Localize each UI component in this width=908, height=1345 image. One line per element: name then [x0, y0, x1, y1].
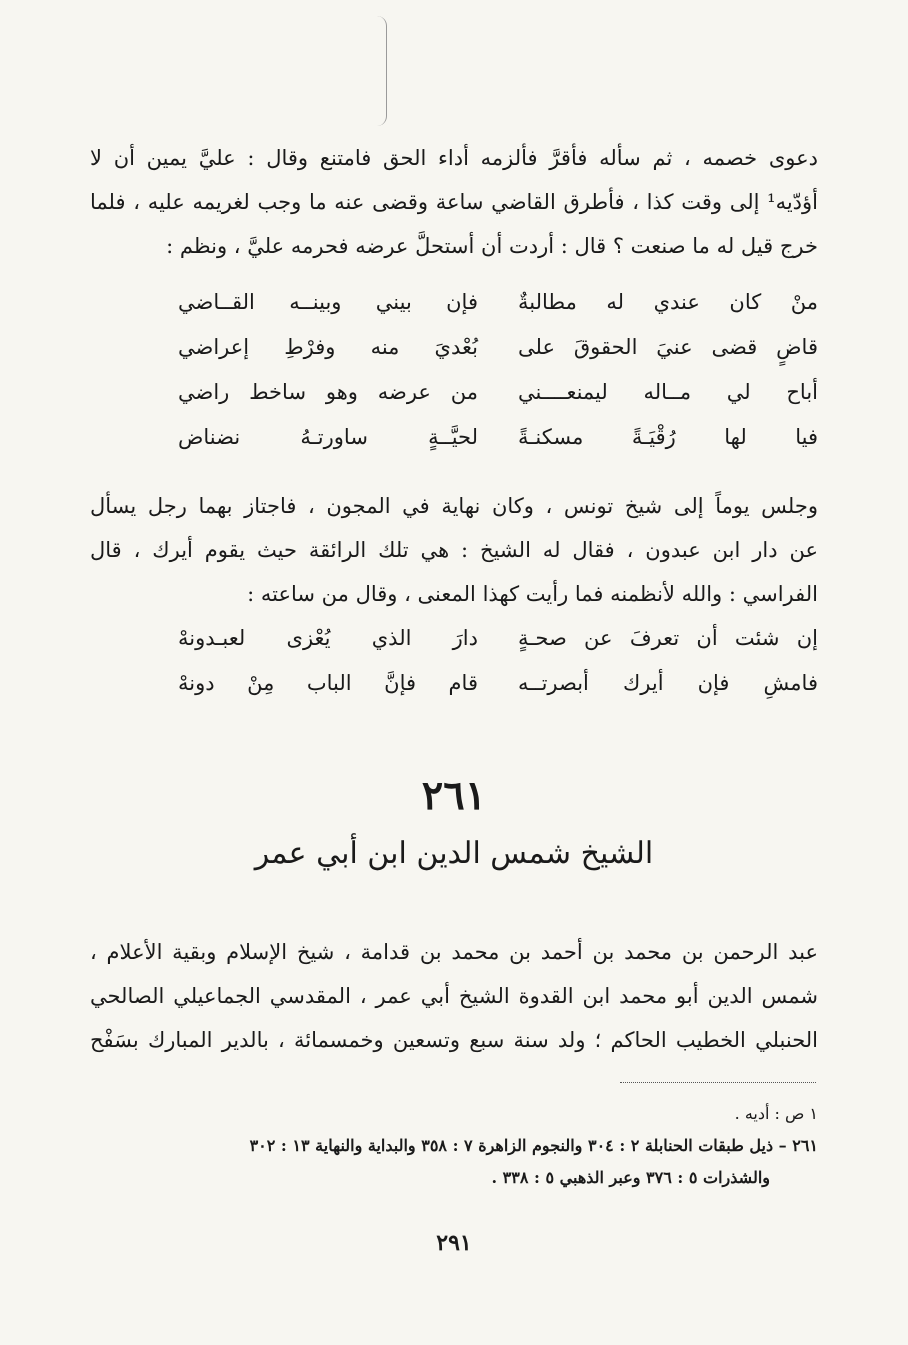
verse-first-hemistich: إن شئت أن تعرفَ عن صحـةٍ — [518, 626, 818, 650]
verse-second-hemistich: من عرضه وهو ساخط راضي — [178, 380, 478, 404]
paragraph-1 — [90, 136, 818, 268]
paragraph-3 — [90, 930, 818, 1062]
paragraph-line: شمس الدين أبو محمد ابن القدوة الشيخ أبي عمر ، المقدسي الجماعيلي الصالحي — [90, 984, 818, 1008]
verse-first-hemistich: أباح لي مــاله ليمنعــــني — [518, 380, 818, 404]
biography-title: الشيخ شمس الدين ابن أبي عمر — [254, 836, 654, 871]
verse-first-hemistich: قاضٍ قضى عنيَ الحقوقَ على — [518, 335, 818, 359]
paragraph-2 — [90, 484, 818, 616]
verse-second-hemistich: قام فإنَّ الباب مِنْ دونهْ — [178, 671, 478, 695]
verse-second-hemistich: فإن بيني وبينــه القــاضي — [178, 290, 478, 314]
verse-row — [178, 370, 818, 415]
page-number: ٢٩١ — [436, 1230, 472, 1256]
paragraph-line: عبد الرحمن بن محمد بن أحمد بن محمد بن قدامة ، شيخ الإسلام وبقية الأعلام ، — [90, 940, 818, 964]
paragraph-line: الحنبلي الخطيب الحاكم ؛ ولد سنة سبع وتسعين وخمسمائة ، بالدير المبارك بسَفْح — [90, 1028, 818, 1052]
biography-number: ٢٦١ — [421, 772, 487, 819]
verse-row — [178, 415, 818, 460]
verse-row — [178, 661, 818, 706]
paragraph-line: أؤدّيه¹ إلى وقت كذا ، فأطرق القاضي ساعة وقضى عنه ما وجب لغريمه عليه ، فلما — [90, 190, 818, 214]
footnote-1: ١ ص : أديه . — [734, 1104, 818, 1123]
verse-first-hemistich: فامشِ فإن أيرك أبصرتــه — [518, 671, 818, 695]
footnote-2-continuation: والشذرات ٥ : ٣٧٦ وعبر الذهبي ٥ : ٣٣٨ . — [491, 1168, 770, 1187]
paragraph-line: الفراسي : والله لأنظمنه فما رأيت كهذا المعنى ، وقال من ساعته : — [247, 582, 818, 606]
verses-1 — [178, 280, 818, 460]
footnote-2: ٢٦١ – ذيل طبقات الحنابلة ٢ : ٣٠٤ والنجوم الزاهرة ٧ : ٣٥٨ والبداية والنهاية ١٣ : ٣٠٢ — [249, 1136, 818, 1155]
verses-2 — [178, 616, 818, 706]
paragraph-line: دعوى خصمه ، ثم سأله فأقرَّ فألزمه أداء الحق فامتنع وقال : عليَّ يمين أن لا — [90, 146, 818, 170]
verse-second-hemistich: بُعْديَ منه وفرْطِ إعراضي — [178, 335, 478, 359]
footnote-divider — [620, 1082, 816, 1083]
footnotes — [90, 1098, 818, 1194]
paragraph-line: خرج قيل له ما صنعت ؟ قال : أردت أن أستحلَّ عرضه فحرمه عليَّ ، ونظم : — [166, 234, 818, 258]
verse-row — [178, 325, 818, 370]
verse-first-hemistich: منْ كان عندي له مطالبةٌ — [518, 290, 818, 314]
verse-second-hemistich: دارَ الذي يُعْزى لعبـدونهْ — [178, 626, 478, 650]
verse-row — [178, 280, 818, 325]
verse-first-hemistich: فيا لها رُقْيَـةً مسكنـةً — [518, 425, 818, 449]
verse-row — [178, 616, 818, 661]
binding-mark — [372, 16, 387, 126]
verse-second-hemistich: لحيَّــةٍ ساورتـهُ نضناض — [178, 425, 478, 449]
paragraph-line: عن دار ابن عبدون ، فقال له الشيخ : هي تلك الرائقة حيث يقوم أيرك ، قال — [90, 538, 818, 562]
paragraph-line: وجلس يوماً إلى شيخ تونس ، وكان نهاية في المجون ، فاجتاز بهما رجل يسأل — [90, 494, 818, 518]
